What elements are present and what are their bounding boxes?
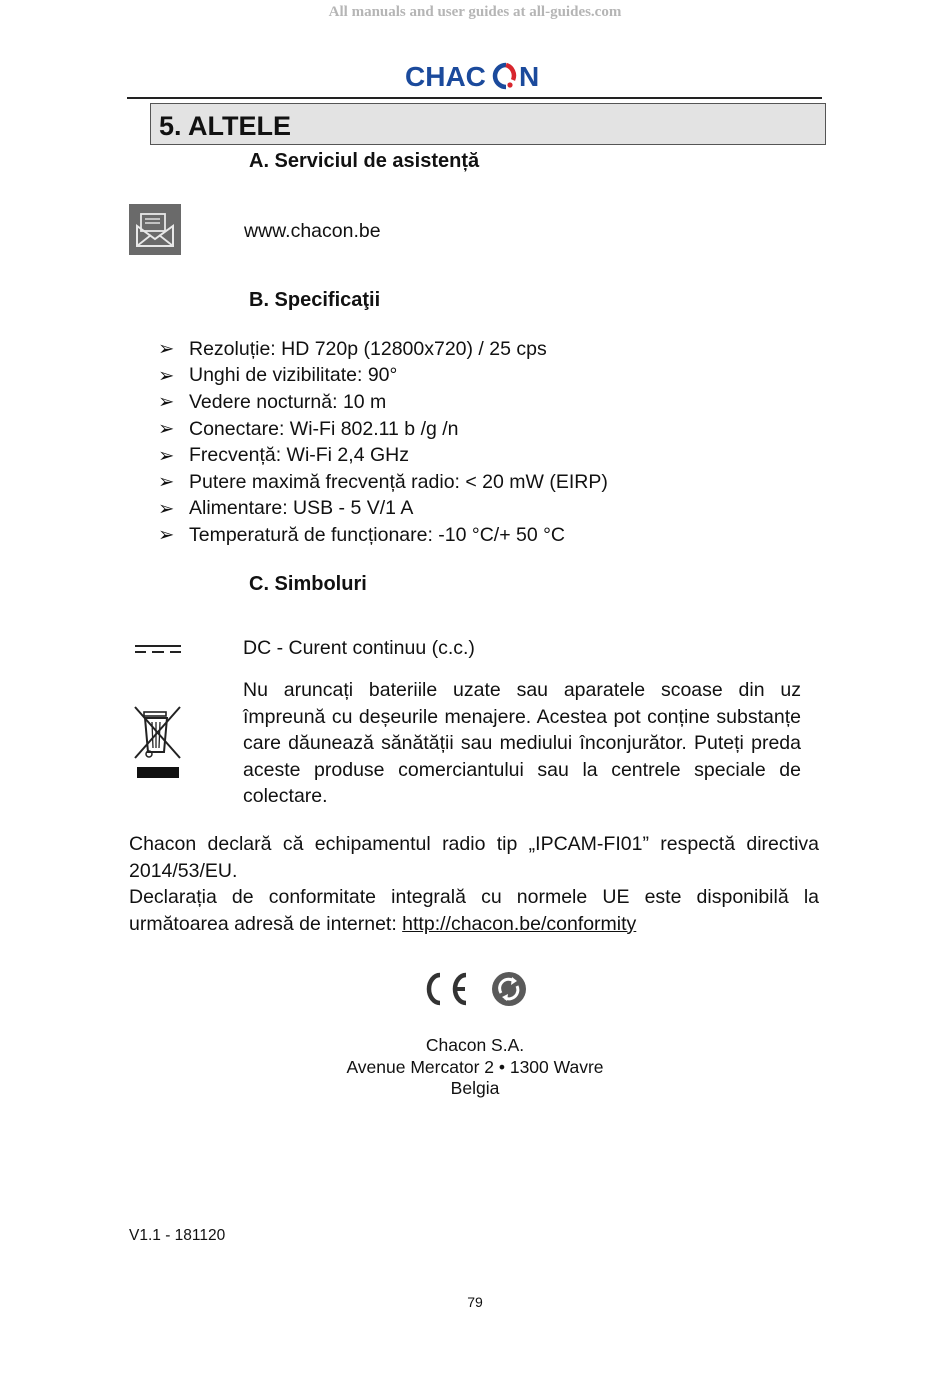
spec-item: ➢ Frecvență: Wi-Fi 2,4 GHz <box>158 444 409 467</box>
watermark: All manuals and user guides at all-guides.com <box>328 4 622 20</box>
specs-heading: B. Specificaţii <box>249 289 381 311</box>
spec-item: ➢ Alimentare: USB - 5 V/1 A <box>158 497 414 520</box>
spec-item: ➢ Rezoluție: HD 720p (12800x720) / 25 cps <box>158 337 547 361</box>
company-street: Avenue Mercator 2 • 1300 Wavre <box>346 1056 604 1077</box>
company-country: Belgia <box>450 1078 500 1098</box>
support-heading: A. Serviciul de asistență <box>249 150 480 172</box>
arrow-bullet-icon: ➢ <box>158 418 175 441</box>
dc-current-icon <box>134 643 182 655</box>
logo-text-left: CHAC <box>405 61 486 92</box>
weee-description: Nu aruncați bateriile uzate sau aparatele scoase din uz împreună cu deșeurile menajere. Acestea pot conține substanțe care dăunează sănătății sau mediului înconjurător. Puteți preda aceste produse comerciantului sau la centrele speciale de colectare. <box>243 679 801 808</box>
recycle-icon <box>492 972 526 1006</box>
ce-mark-icon <box>429 975 466 1003</box>
conformity-link[interactable]: http://chacon.be/conformity <box>402 912 637 935</box>
conformity-declaration <box>129 831 819 937</box>
arrow-bullet-icon: ➢ <box>158 338 175 361</box>
declaration-paragraph: Declarația de conformitate integrală cu normele UE este disponibilă la următoarea adresă de internet: http://chacon.be/conformity <box>129 886 819 935</box>
logo-text-right: N <box>519 61 540 92</box>
company-address <box>0 1035 950 1100</box>
spec-list <box>158 336 608 549</box>
declaration-paragraph: Chacon declară că echipamentul radio tip „IPCAM-FI01” respectă directiva 2014/53/EU. <box>129 833 819 882</box>
chacon-logo <box>405 58 545 94</box>
arrow-bullet-icon: ➢ <box>158 524 175 547</box>
spec-item: ➢ Putere maximă frecvență radio: < 20 mW (EIRP) <box>158 470 608 494</box>
document-version: V1.1 - 181120 <box>129 1227 226 1244</box>
dc-description: DC - Curent continuu (c.c.) <box>243 637 475 659</box>
support-website[interactable]: www.chacon.be <box>244 220 381 242</box>
spec-item: ➢ Temperatură de funcționare: -10 °C/+ 50 °C <box>158 523 566 547</box>
page-number: 79 <box>467 1294 483 1310</box>
symbols-heading: C. Simboluri <box>249 573 367 595</box>
certification-marks <box>420 965 532 1013</box>
header-rule <box>127 97 822 99</box>
arrow-bullet-icon: ➢ <box>158 497 175 520</box>
spec-item: ➢ Vedere nocturnă: 10 m <box>158 390 387 414</box>
company-name: Chacon S.A. <box>425 1035 525 1055</box>
arrow-bullet-icon: ➢ <box>158 391 175 414</box>
arrow-bullet-icon: ➢ <box>158 471 175 494</box>
crossed-bin-icon <box>134 706 182 780</box>
mail-icon <box>129 204 181 255</box>
arrow-bullet-icon: ➢ <box>158 444 175 467</box>
spec-item: ➢ Conectare: Wi-Fi 802.11 b /g /n <box>158 417 459 441</box>
spec-item: ➢ Unghi de vizibilitate: 90° <box>158 364 398 387</box>
arrow-bullet-icon: ➢ <box>158 364 175 387</box>
logo-o-icon <box>495 65 514 88</box>
section-title: 5. ALTELE <box>159 111 292 141</box>
